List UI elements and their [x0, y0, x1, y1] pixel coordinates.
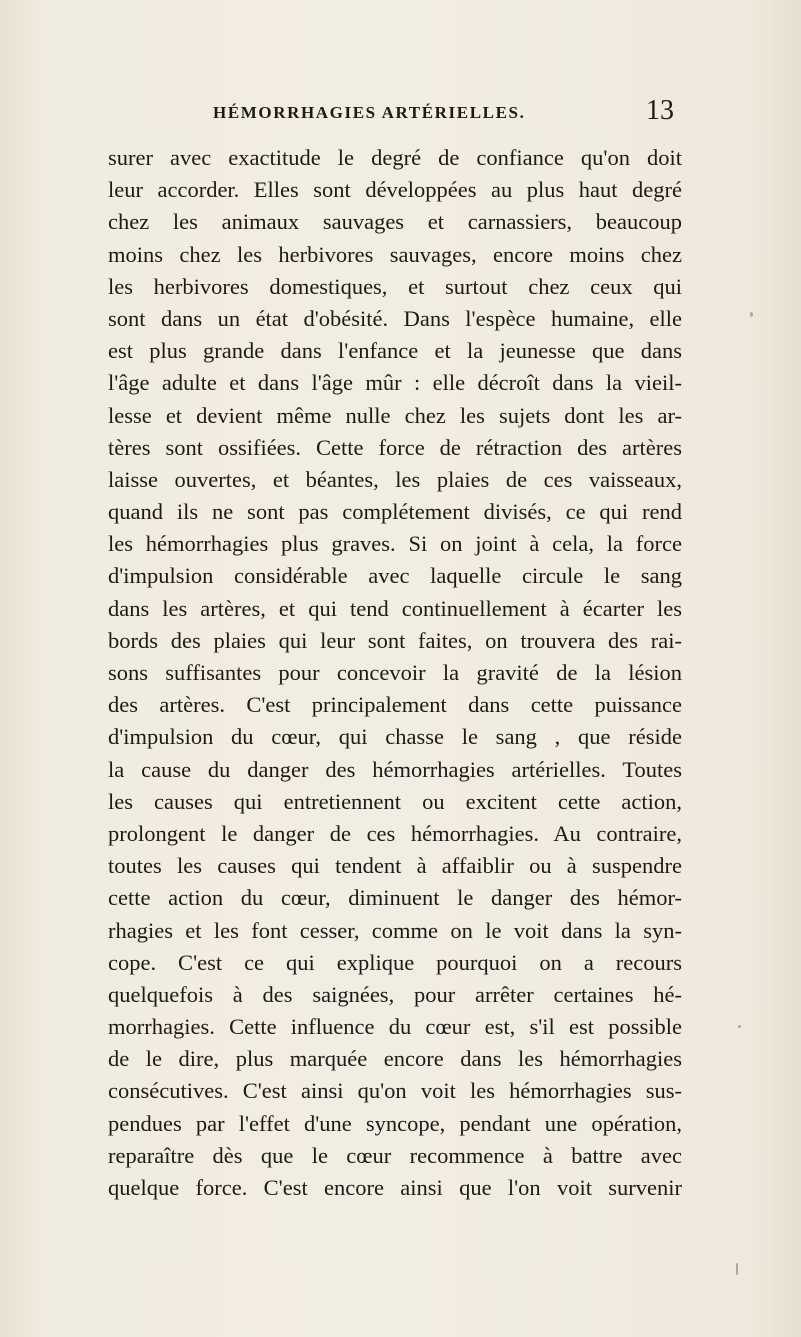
text-line: tères sont ossifiées. Cette force de rétraction des artères	[108, 434, 682, 460]
text-line: quand ils ne sont pas complétement divisés, ce qui rend	[108, 499, 682, 525]
text-line: d'impulsion considérable avec laquelle circule le sang	[108, 563, 682, 589]
text-line: quelquefois à des saignées, pour arrêter certaines hé-	[108, 981, 682, 1007]
text-line: quelque force. C'est encore ainsi que l'on voit survenir	[108, 1175, 682, 1200]
text-line: la cause du danger des hémorrhagies artérielles. Toutes	[108, 756, 682, 782]
text-line: consécutives. C'est ainsi qu'on voit les hémorrhagies sus-	[108, 1078, 682, 1104]
text-line: est plus grande dans l'enfance et la jeunesse que dans	[108, 338, 682, 364]
body-text	[108, 142, 682, 1204]
text-line: laisse ouvertes, et béantes, les plaies de ces vaisseaux,	[108, 466, 682, 492]
paper-speck	[750, 312, 753, 317]
text-line: rhagies et les font cesser, comme on le voit dans la syn-	[108, 917, 682, 943]
text-line: bords des plaies qui leur sont faites, on trouvera des rai-	[108, 627, 682, 653]
text-line: chez les animaux sauvages et carnassiers, beaucoup	[108, 209, 682, 235]
text-line: pendues par l'effet d'une syncope, pendant une opération,	[108, 1110, 682, 1136]
text-line: de le dire, plus marquée encore dans les hémorrhagies	[108, 1046, 682, 1072]
text-line: sons suffisantes pour concevoir la gravité de la lésion	[108, 660, 682, 685]
text-line: reparaître dès que le cœur recommence à battre avec	[108, 1142, 682, 1168]
text-line: dans les artères, et qui tend continuellement à écarter les	[108, 595, 682, 621]
text-line: les hémorrhagies plus graves. Si on joint à cela, la force	[108, 531, 682, 557]
text-line: des artères. C'est principalement dans cette puissance	[108, 692, 682, 718]
text-line: surer avec exactitude le degré de confiance qu'on doit	[108, 145, 682, 170]
running-title: HÉMORRHAGIES ARTÉRIELLES.	[213, 103, 526, 122]
text-line: l'âge adulte et dans l'âge mûr : elle décroît dans la vieil-	[108, 370, 682, 396]
text-line: leur accorder. Elles sont développées au plus haut degré	[108, 177, 682, 203]
paper-speck	[738, 1025, 741, 1028]
text-line: morrhagies. Cette influence du cœur est, s'il est possible	[108, 1014, 682, 1040]
text-line: lesse et devient même nulle chez les sujets dont les ar-	[108, 402, 682, 428]
page-number: 13	[646, 95, 674, 126]
text-line: les herbivores domestiques, et surtout chez ceux qui	[108, 273, 682, 299]
text-line: toutes les causes qui tendent à affaiblir ou à suspendre	[108, 853, 682, 879]
paper-speck	[736, 1263, 738, 1275]
text-line: cette action du cœur, diminuent le danger des hémor-	[108, 885, 682, 911]
text-line: prolongent le danger de ces hémorrhagies. Au contraire,	[108, 820, 682, 846]
text-line: sont dans un état d'obésité. Dans l'espèce humaine, elle	[108, 305, 682, 331]
text-line: d'impulsion du cœur, qui chasse le sang , que réside	[108, 724, 682, 750]
page-header	[0, 95, 801, 135]
text-line: moins chez les herbivores sauvages, encore moins chez	[108, 241, 682, 267]
text-line: cope. C'est ce qui explique pourquoi on a recours	[108, 949, 682, 975]
text-line: les causes qui entretiennent ou excitent cette action,	[108, 788, 682, 814]
